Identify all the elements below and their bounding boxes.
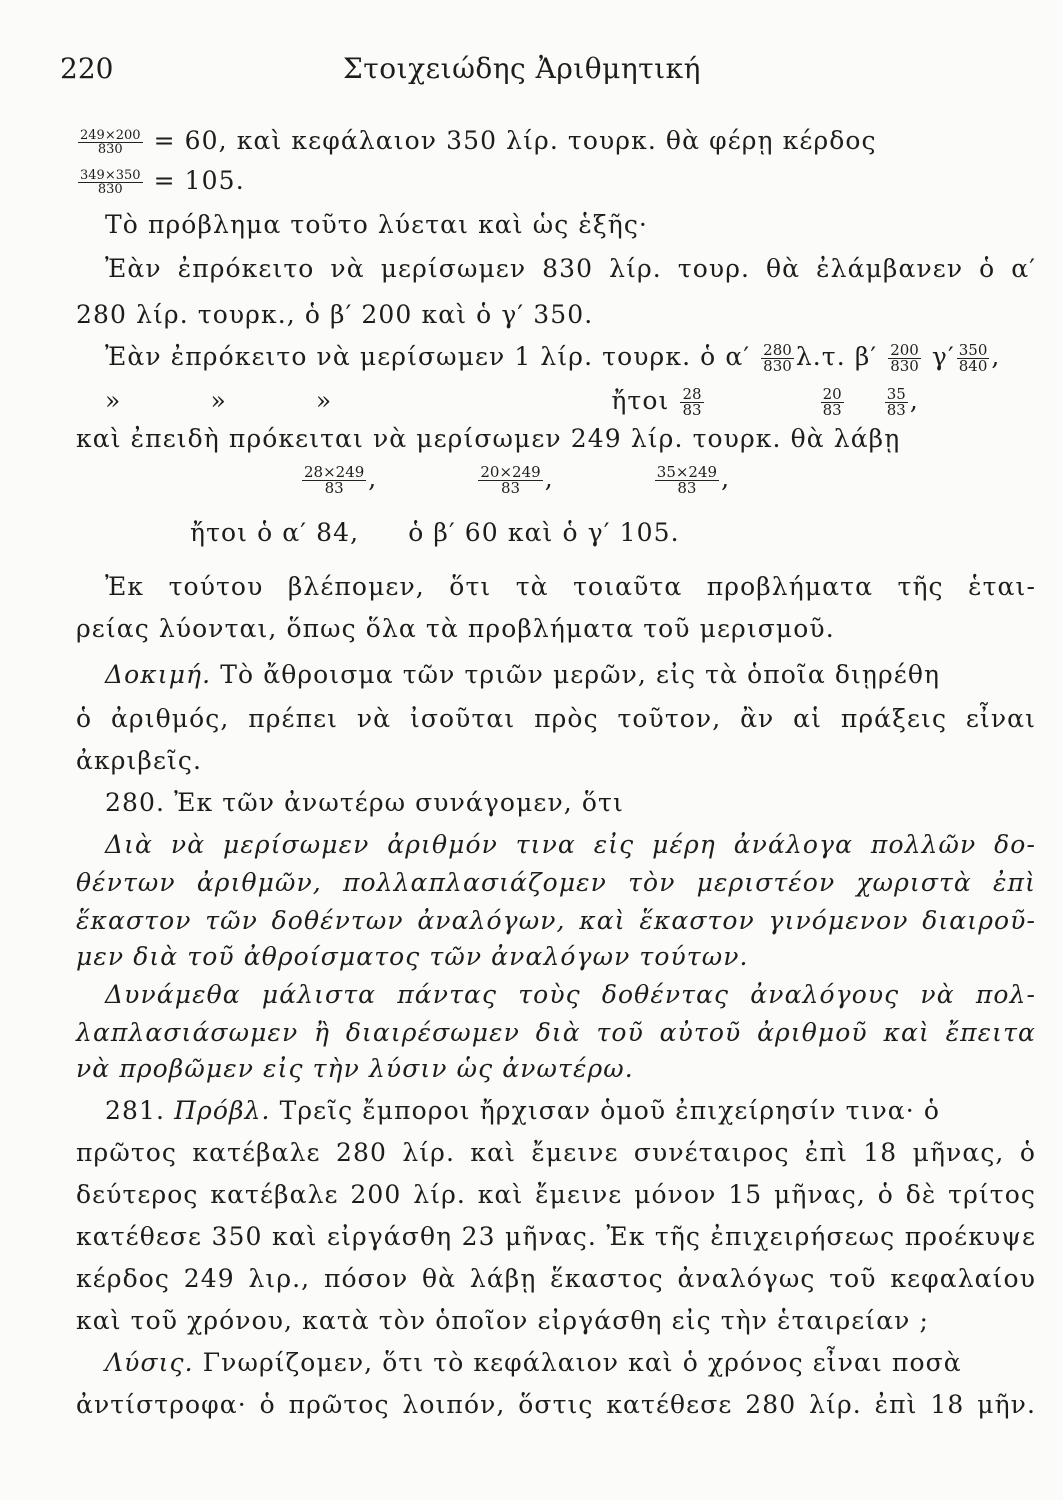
text-line-8: καὶ ἐπειδὴ πρόκειται νὰ μερίσωμεν 249 λίρ. τουρκ. θὰ λάβῃ xyxy=(76,424,901,453)
fraction: $\frac{280}{830}$ xyxy=(763,341,792,375)
fraction: $\frac{28\times 249}{83}$ xyxy=(304,463,365,497)
fraction: $\frac{249\times 200}{830}$ xyxy=(80,128,141,157)
text-line-12: ρείας λύονται, ὅπως ὅλα τὰ προβλήματα τοῦ μερισμοῦ. xyxy=(76,614,835,643)
text-line-23: νὰ προβῶμεν εἰς τὴν λύσιν ὡς ἀνωτέρω. xyxy=(76,1054,634,1083)
fraction: $\frac{28}{83}$ xyxy=(682,385,702,419)
text-line-3: Τὸ πρόβλημα τοῦτο λύεται καὶ ὡς ἑξῆς· xyxy=(105,210,648,239)
text-line-16: 280. Ἐκ τῶν ἀνωτέρω συνάγομεν, ὅτι xyxy=(105,788,624,817)
running-title: Στοιχειώδης Ἀριθμητική xyxy=(343,52,701,85)
fraction: $\frac{20\times 249}{83}$ xyxy=(480,463,541,497)
text-line-21: Δυνάμεθα μάλιστα πάντας τοὺς δοθέντας ἀναλόγους νὰ πολ- xyxy=(105,980,1036,1009)
text-line-26: δεύτερος κατέβαλε 200 λίρ. καὶ ἔμεινε μόνον 15 μῆνας, ὁ δὲ τρίτος xyxy=(76,1180,1036,1209)
text-line-22: λαπλασιάσωμεν ἢ διαιρέσωμεν διὰ τοῦ αὐτοῦ ἀριθμοῦ καὶ ἔπειτα xyxy=(76,1018,1036,1047)
fraction: $\frac{35}{83}$ xyxy=(886,385,906,419)
text-line-5: 280 λίρ. τουρκ., ὁ β′ 200 καὶ ὁ γ′ 350. xyxy=(76,300,594,329)
text-line-31: ἀντίστροφα· ὁ πρῶτος λοιπόν, ὅστις κατέθεσε 280 λίρ. ἐπὶ 18 μῆν. xyxy=(76,1390,1036,1419)
text-line-20: μεν διὰ τοῦ ἀθροίσματος τῶν ἀναλόγων τούτων. xyxy=(76,942,749,971)
fraction: $\frac{35\times 249}{83}$ xyxy=(656,463,718,497)
text-line-18: θέντων ἀριθμῶν, πολλαπλασιάζομεν τὸν μεριστέον χωριστὰ ἐπὶ xyxy=(76,868,1036,897)
lead-word: Λύσις. xyxy=(105,1348,194,1377)
text-line-9: $\frac{28\times 249}{83}$ , $\frac{20\times 249}{83}$ , $\frac{35\times 249}{83}$ , xyxy=(304,463,731,497)
text-line-4: Ἐὰν ἐπρόκειτο νὰ μερίσωμεν 830 λίρ. τουρ. θὰ ἐλάμβανεν ὁ α′ xyxy=(105,254,1036,283)
text-line-30: Λύσις. Γνωρίζομεν, ὅτι τὸ κεφάλαιον καὶ ὁ χρόνος εἶναι ποσὰ xyxy=(105,1348,962,1377)
text-line-17: Διὰ νὰ μερίσωμεν ἀριθμόν τινα εἰς μέρη ἀνάλογα πολλῶν δο- xyxy=(105,830,1036,859)
text-line-27: κατέθεσε 350 καὶ εἰργάσθη 23 μῆνας. Ἐκ τῆς ἐπιχειρήσεως προέκυψε xyxy=(76,1222,1036,1251)
text-line-28: κέρδος 249 λιρ., πόσον θὰ λάβῃ ἕκαστος ἀναλόγως τοῦ κεφαλαίου xyxy=(76,1264,1036,1293)
lead-word: Δοκιμή. xyxy=(105,660,212,689)
text-line-14: ὁ ἀριθμός, πρέπει νὰ ἰσοῦται πρὸς τοῦτον, ἂν αἱ πράξεις εἶναι xyxy=(76,704,1036,733)
text-line-19: ἕκαστον τῶν δοθέντων ἀναλόγων, καὶ ἕκαστον γινόμενον διαιροῦ- xyxy=(76,906,1036,935)
text-line-25: πρῶτος κατέβαλε 280 λίρ. καὶ ἔμεινε συνέταιρος ἐπὶ 18 μῆνας, ὁ xyxy=(76,1138,1036,1167)
text-line-29: καὶ τοῦ χρόνου, κατὰ τὸν ὁποῖον εἰργάσθη εἰς τὴν ἑταιρείαν ; xyxy=(76,1306,930,1335)
text-line-10: ἤτοι ὁ α′ 84, ὁ β′ 60 καὶ ὁ γ′ 105. xyxy=(190,518,680,547)
fraction: $\frac{20}{83}$ xyxy=(822,385,842,419)
fraction: $\frac{200}{830}$ xyxy=(890,341,919,375)
text-line-15: ἀκριβεῖς. xyxy=(76,746,203,775)
text-line-11: Ἐκ τούτου βλέπομεν, ὅτι τὰ τοιαῦτα προβλήματα τῆς ἑται- xyxy=(105,572,1036,601)
page-number: 220 xyxy=(60,52,114,85)
fraction: $\frac{349\times 350}{830}$ xyxy=(80,168,141,197)
text-line-6: Ἐὰν ἐπρόκειτο νὰ μερίσωμεν 1 λίρ. τουρκ. ὁ α′ $\frac{280}{830}$ λ.τ. β′ $\frac{200}{830}$ γ′ $\frac{350}{840}$ , xyxy=(105,341,1001,375)
page-header xyxy=(60,52,1020,96)
text-line-13: Δοκιμή. Τὸ ἄθροισμα τῶν τριῶν μερῶν, εἰς τὰ ὁποῖα διῃρέθη xyxy=(105,660,941,689)
lead-word: Πρόβλ. xyxy=(174,1096,271,1125)
text-line-2: $\frac{349\times 350}{830}$ = 105. xyxy=(80,166,245,197)
fraction: $\frac{350}{840}$ xyxy=(958,341,988,375)
text-line-7: » » » ἤτοι $\frac{28}{83}$ $\frac{20}{83}$ $\frac{35}{83}$ , xyxy=(105,385,919,419)
text-line-24: 281. Πρόβλ. Τρεῖς ἔμποροι ἤρχισαν ὁμοῦ ἐπιχείρησίν τινα· ὁ xyxy=(105,1096,941,1125)
text-line-1: $\frac{249\times 200}{830}$ = 60, καὶ κεφάλαιον 350 λίρ. τουρκ. θὰ φέρῃ κέρδος xyxy=(80,126,877,157)
